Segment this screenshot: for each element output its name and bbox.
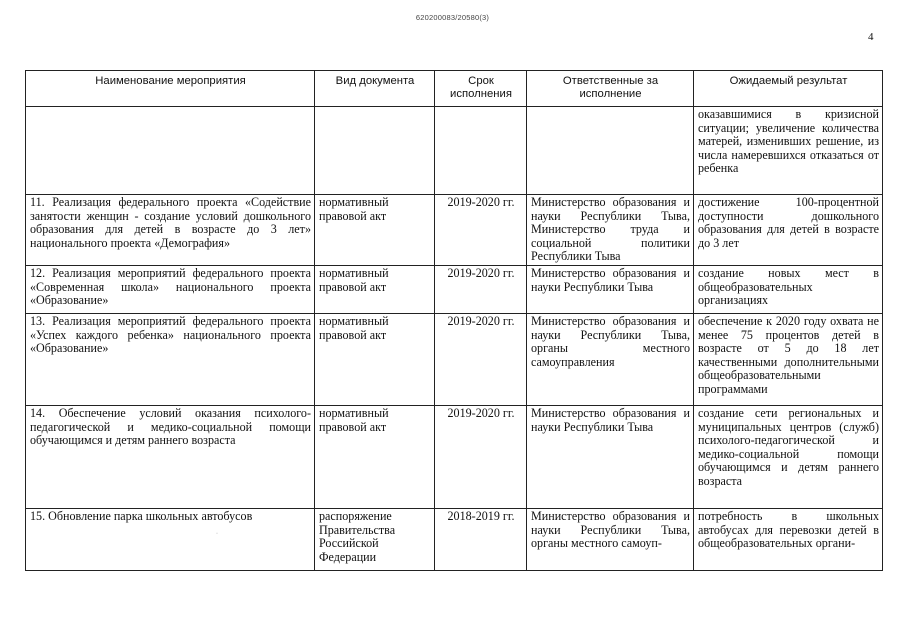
scan-speck: ·: [216, 531, 218, 537]
table-row: [26, 406, 883, 509]
cell-result: оказавшимися в кризисной ситуации; увеличение количества матерей, изменивших решение, из числа намеревшихся отказаться от ребенка: [694, 107, 883, 195]
cell-responsible: [527, 107, 694, 195]
table-row: [26, 266, 883, 314]
cell-term: 2019-2020 гг.: [435, 195, 527, 266]
cell-result: создание сети региональных и муниципальных центров (служб) психолого-педагогической и медико-социальной помощи обучающимся и детям раннего возраста: [694, 406, 883, 509]
cell-doc-type: нормативный правовой акт: [315, 266, 435, 314]
table-row: [26, 314, 883, 406]
column-header-name: Наименование мероприятия: [26, 71, 315, 107]
cell-term: 2018-2019 гг.: [435, 509, 527, 571]
cell-result: создание новых мест в общеобразовательных организациях: [694, 266, 883, 314]
document-id: 620200083/20580(3): [415, 13, 490, 22]
cell-name: [26, 107, 315, 195]
cell-responsible: Министерство образования и науки Республики Тыва, органы местного самоуправления: [527, 314, 694, 406]
table-row-continuation: [26, 107, 883, 195]
table-row: [26, 195, 883, 266]
column-header-doc-type: Вид документа: [315, 71, 435, 107]
cell-name: 13. Реализация мероприятий федерального проекта «Успех каждого ребенка» национального проекта «Образование»: [26, 314, 315, 406]
cell-responsible: Министерство образования и науки Республики Тыва: [527, 266, 694, 314]
cell-doc-type: распоряжение Правительства Российской Федерации: [315, 509, 435, 571]
cell-name: 15. Обновление парка школьных автобусов: [26, 509, 315, 571]
cell-term: 2019-2020 гг.: [435, 406, 527, 509]
cell-responsible: Министерство образования и науки Республики Тыва: [527, 406, 694, 509]
cell-result: обеспечение к 2020 году охвата не менее 75 процентов детей в возрасте от 5 до 18 лет качественными дополнительными общеобразовательными программами: [694, 314, 883, 406]
cell-doc-type: нормативный правовой акт: [315, 406, 435, 509]
measures-table: [25, 70, 883, 571]
cell-doc-type: нормативный правовой акт: [315, 314, 435, 406]
page-number: 4: [868, 31, 874, 43]
column-header-result: Ожидаемый результат: [694, 71, 883, 107]
cell-doc-type: [315, 107, 435, 195]
cell-result: потребность в школьных автобусах для перевозки детей в общеобразовательных органи-: [694, 509, 883, 571]
cell-term: [435, 107, 527, 195]
cell-term: 2019-2020 гг.: [435, 314, 527, 406]
cell-result: достижение 100-процентной доступности дошкольного образования для детей в возрасте до 3 лет: [694, 195, 883, 266]
column-header-term: Срок исполнения: [435, 71, 527, 107]
cell-term: 2019-2020 гг.: [435, 266, 527, 314]
cell-responsible: Министерство образования и науки Республики Тыва, Министерство труда и социальной политики Республики Тыва: [527, 195, 694, 266]
cell-name: 11. Реализация федерального проекта «Содействие занятости женщин - создание условий дошкольного образования для детей в возрасте до 3 лет» национального проекта «Демография»: [26, 195, 315, 266]
header-row: [26, 71, 883, 107]
cell-name: 14. Обеспечение условий оказания психолого-педагогической и медико-социальной помощи обучающимся и детям раннего возраста: [26, 406, 315, 509]
table-row: [26, 509, 883, 571]
column-header-responsible: Ответственные за исполнение: [527, 71, 694, 107]
cell-responsible: Министерство образования и науки Республики Тыва, органы местного самоуп-: [527, 509, 694, 571]
cell-name: 12. Реализация мероприятий федерального проекта «Современная школа» национального проекта «Образование»: [26, 266, 315, 314]
cell-doc-type: нормативный правовой акт: [315, 195, 435, 266]
